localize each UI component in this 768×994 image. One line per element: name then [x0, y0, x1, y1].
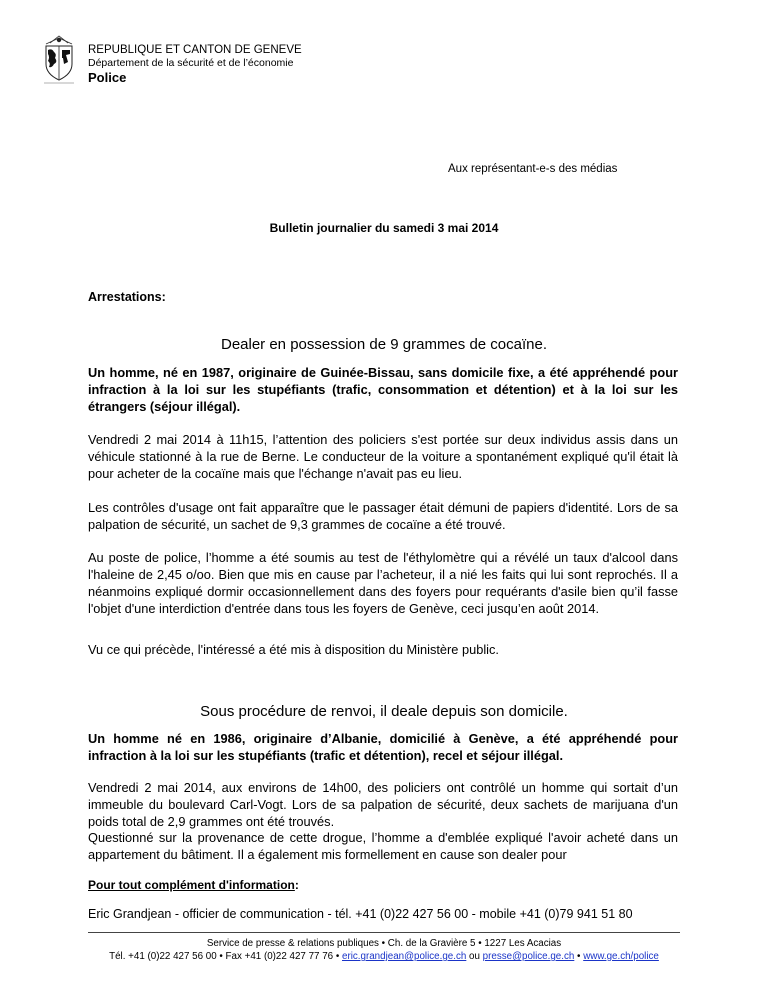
article2-title: Sous procédure de renvoi, il deale depuis son domicile. — [200, 703, 568, 720]
footer-phone-fax: Tél. +41 (0)22 427 56 00 • Fax +41 (0)22 427 77 76 • — [109, 951, 342, 962]
bulletin-title: Bulletin journalier du samedi 3 mai 2014 — [269, 221, 499, 235]
footer-email-grandjean-link[interactable]: eric.grandjean@police.ge.ch — [342, 951, 467, 962]
geneva-coat-of-arms-logo — [40, 34, 78, 86]
article1-paragraph-2: Les contrôles d'usage ont fait apparaître que le passager était démuni de papiers d'identité. Lors de sa palpation de sécurité, un sachet de 9,3 grammes de cocaïne a été trouvé. — [88, 500, 678, 532]
header-line-republic: REPUBLIQUE ET CANTON DE GENEVE — [88, 44, 302, 56]
article2-paragraph-1: Vendredi 2 mai 2014, aux environs de 14h00, des policiers ont contrôlé un homme qui sortait d’un immeuble du boulevard Carl-Vogt. Lors de sa palpation de sécurité, deux sachets de marijuana d'un poids total de 2,9 grammes ont été trouvés. — [88, 780, 678, 829]
footer-contact-line — [40, 950, 728, 963]
footer-email-presse-link[interactable]: presse@police.ge.ch — [482, 951, 575, 962]
header-organization — [88, 44, 302, 86]
contact-heading-text: Pour tout complément d'information — [88, 878, 295, 892]
article2-paragraph-2: Questionné sur la provenance de cette drogue, l’homme a d'emblée expliqué l'avoir acheté dans un appartement du bâtiment. Il a également mis formellement en cause son dealer pour — [88, 830, 678, 862]
footer-or-text: ou — [466, 951, 483, 962]
contact-heading — [88, 878, 299, 892]
article2-lead: Un homme né en 1986, originaire d’Albanie, domicilié à Genève, a été appréhendé pour infraction à la loi sur les stupéfiants (trafic et détention), recel et séjour illégal. — [88, 731, 678, 763]
footer-website-link[interactable]: www.ge.ch/police — [583, 951, 659, 962]
footer-separator: • — [574, 951, 584, 962]
article1-title: Dealer en possession de 9 grammes de cocaïne. — [220, 336, 547, 353]
section-label-arrests: Arrestations: — [88, 290, 166, 304]
footer-address: Service de presse & relations publiques • Ch. de la Gravière 5 • 1227 Les Acacias — [206, 938, 562, 949]
article1-lead: Un homme, né en 1987, originaire de Guinée-Bissau, sans domicile fixe, a été appréhendé pour infraction à la loi sur les stupéfiants (trafic, consommation et détention) et à la loi sur les étrangers (séjour illégal). — [88, 365, 678, 414]
article1-paragraph-4: Vu ce qui précède, l'intéressé a été mis à disposition du Ministère public. — [88, 642, 499, 657]
footer-divider — [88, 932, 680, 933]
header-line-department: Département de la sécurité et de l’économie — [88, 57, 294, 69]
article1-paragraph-3: Au poste de police, l’homme a été soumis au test de l'éthylomètre qui a révélé un taux d'alcool dans l'haleine de 2,45 o/oo. Bien que mis en cause par l’acheteur, il a nié les faits qui lui sont reprochés. Il a néanmoins expliqué dormir occasionnellement dans des foyers pour requérants d'asile bien qu’il fasse l'objet d'une interdiction d'entrée dans tous les foyers de Genève, ceci jusqu’en août 2014. — [88, 550, 678, 616]
article1-paragraph-1: Vendredi 2 mai 2014 à 11h15, l’attention des policiers s'est portée sur deux individus assis dans un véhicule stationné à la rue de Berne. Le conducteur de la voiture a spontanément expliqué qu'il était là pour acheter de la cocaïne mais que l'échange n'avait pas eu lieu. — [88, 432, 678, 481]
recipient-line: Aux représentant-e-s des médias — [448, 163, 618, 175]
contact-heading-colon: : — [294, 878, 299, 892]
contact-line: Eric Grandjean - officier de communication - tél. +41 (0)22 427 56 00 - mobile +41 (0)79 941 51 80 — [88, 907, 633, 921]
header-line-police: Police — [88, 70, 127, 85]
